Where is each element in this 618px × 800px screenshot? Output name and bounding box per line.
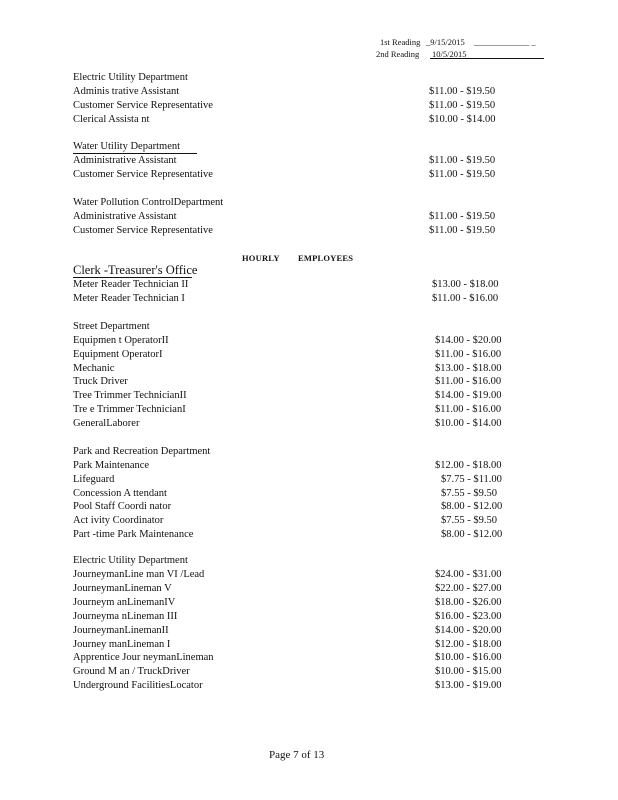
first-reading-blank: _____________ _ [474,37,536,47]
job-title: Tree Trimmer TechnicianII [73,390,187,401]
job-title: Journeym anLinemanIV [73,597,176,608]
pay-range: $24.00 - $31.00 [435,569,502,580]
job-title: Concession A ttendant [73,488,167,499]
pay-range: $11.00 - $19.50 [429,86,496,97]
pay-range: $11.00 - $19.50 [429,100,496,111]
job-title: GeneralLaborer [73,418,140,429]
job-title: Customer Service Representative [73,225,213,236]
job-title: Meter Reader Technician I [73,293,185,304]
job-title: Equipmen t OperatorII [73,335,169,346]
first-reading-date: _9/15/2015 [426,37,465,47]
job-title: Meter Reader Technician II [73,279,189,290]
section-title-water-pollution: Water Pollution ControlDepartment [73,197,224,208]
pay-range: $12.00 - $18.00 [435,460,502,471]
job-title: Customer Service Representative [73,169,213,180]
job-title: Lifeguard [73,474,115,485]
job-title: Equipment OperatorI [73,349,163,360]
second-reading-date: 10/5/2015 [432,49,467,59]
job-title: Journeyma nLineman III [73,611,178,622]
pay-range: $7.75 - $11.00 [441,474,502,485]
section-title-street: Street Department [73,321,150,332]
pay-range: $11.00 - $16.00 [435,349,502,360]
job-title: Act ivity Coordinator [73,515,164,526]
job-title: Tre e Trimmer TechnicianI [73,404,186,415]
job-title: JourneymanLineman V [73,583,172,594]
pay-range: $7.55 - $9.50 [441,488,497,499]
hourly-heading: HOURLY [242,253,280,263]
job-title: Part -time Park Maintenance [73,529,194,540]
pay-range: $10.00 - $15.00 [435,666,502,677]
pay-range: $10.00 - $14.00 [435,418,502,429]
pay-range: $11.00 - $19.50 [429,211,496,222]
pay-range: $10.00 - $14.00 [429,114,496,125]
pay-range: $13.00 - $18.00 [435,363,502,374]
pay-range: $11.00 - $16.00 [432,293,499,304]
job-title: Park Maintenance [73,460,150,471]
job-title: Underground FacilitiesLocator [73,680,203,691]
section-title-electric: Electric Utility Department [73,72,188,83]
section-title-electric-hourly: Electric Utility Department [73,555,188,566]
job-title: Ground M an / TruckDriver [73,666,190,677]
second-reading-label: 2nd Reading [376,49,420,59]
job-title: Mechanic [73,363,115,374]
pay-range: $11.00 - $19.50 [429,169,496,180]
pay-range: $8.00 - $12.00 [441,529,503,540]
pay-range: $11.00 - $16.00 [435,404,502,415]
pay-range: $16.00 - $23.00 [435,611,502,622]
pay-range: $10.00 - $16.00 [435,652,502,663]
pay-range: $22.00 - $27.00 [435,583,502,594]
pay-range: $11.00 - $19.50 [429,225,496,236]
first-reading-label: 1st Reading [380,37,421,47]
employees-heading: EMPLOYEES [298,253,354,263]
pay-range: $13.00 - $18.00 [432,279,499,290]
job-title: Clerical Assista nt [73,114,150,125]
pay-range: $7.55 - $9.50 [441,515,497,526]
job-title: Apprentice Jour neymanLineman [73,652,214,663]
pay-range: $13.00 - $19.00 [435,680,502,691]
section-title-park: Park and Recreation Department [73,446,211,457]
job-title: JourneymanLinemanII [73,625,169,636]
pay-range: $14.00 - $20.00 [435,335,502,346]
job-title: Customer Service Representative [73,100,213,111]
job-title: Administrative Assistant [73,155,177,166]
pay-range: $18.00 - $26.00 [435,597,502,608]
pay-range: $11.00 - $16.00 [435,376,502,387]
pay-range: $8.00 - $12.00 [441,501,503,512]
pay-range: $14.00 - $19.00 [435,390,502,401]
pay-range: $12.00 - $18.00 [435,639,502,650]
job-title: JourneymanLine man VI /Lead [73,569,205,580]
pay-range: $11.00 - $19.50 [429,155,496,166]
section-title-water: Water Utility Department [73,141,181,152]
job-title: Journey manLineman I [73,639,171,650]
second-reading-rule [430,58,544,59]
pay-range: $14.00 - $20.00 [435,625,502,636]
section-title-clerk: Clerk -Treasurer's Office [73,263,198,277]
job-title: Truck Driver [73,376,128,387]
job-title: Adminis trative Assistant [73,86,180,97]
page-number: Page 7 of 13 [269,749,325,761]
job-title: Pool Staff Coordi nator [73,501,172,512]
job-title: Administrative Assistant [73,211,177,222]
